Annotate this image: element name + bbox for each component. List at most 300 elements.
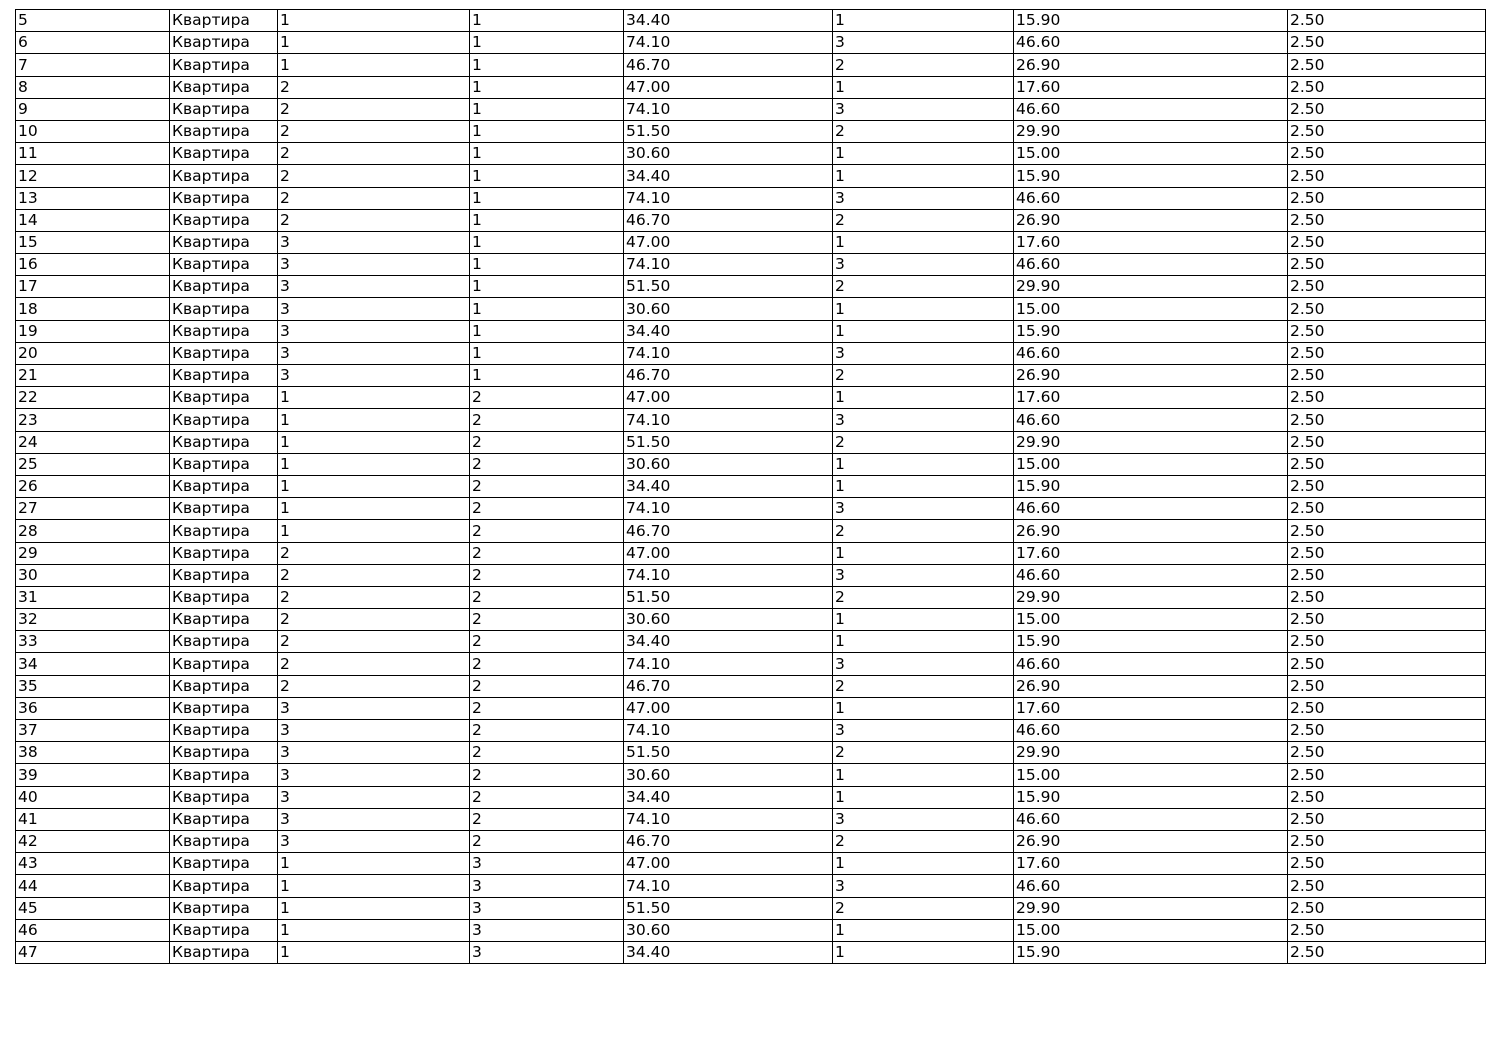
rooms-count-cell: 2	[833, 897, 1014, 919]
rooms-count-cell: 2	[833, 830, 1014, 852]
ceiling-height-cell: 2.50	[1288, 320, 1486, 342]
total-area-cell: 30.60	[624, 609, 833, 631]
living-area-cell: 26.90	[1014, 54, 1288, 76]
premises-type-cell: Квартира	[170, 653, 278, 675]
table-row	[16, 520, 1486, 542]
table-row	[16, 720, 1486, 742]
total-area-cell: 74.10	[624, 32, 833, 54]
table-row	[16, 187, 1486, 209]
rooms-count-cell: 2	[833, 365, 1014, 387]
rooms-count-cell: 1	[833, 76, 1014, 98]
floor-cell: 2	[470, 542, 624, 564]
section-cell: 2	[278, 120, 470, 142]
ceiling-height-cell: 2.50	[1288, 76, 1486, 98]
total-area-cell: 51.50	[624, 742, 833, 764]
total-area-cell: 47.00	[624, 76, 833, 98]
rooms-count-cell: 1	[833, 165, 1014, 187]
total-area-cell: 74.10	[624, 720, 833, 742]
apartment-number-cell: 25	[16, 453, 170, 475]
rooms-count-cell: 3	[833, 98, 1014, 120]
floor-cell: 1	[470, 98, 624, 120]
ceiling-height-cell: 2.50	[1288, 342, 1486, 364]
rooms-count-cell: 3	[833, 409, 1014, 431]
total-area-cell: 47.00	[624, 542, 833, 564]
apartment-number-cell: 40	[16, 786, 170, 808]
total-area-cell: 74.10	[624, 564, 833, 586]
ceiling-height-cell: 2.50	[1288, 409, 1486, 431]
floor-cell: 2	[470, 498, 624, 520]
rooms-count-cell: 2	[833, 431, 1014, 453]
section-cell: 3	[278, 276, 470, 298]
apartment-number-cell: 39	[16, 764, 170, 786]
apartment-number-cell: 18	[16, 298, 170, 320]
total-area-cell: 46.70	[624, 675, 833, 697]
total-area-cell: 46.70	[624, 520, 833, 542]
apartment-number-cell: 24	[16, 431, 170, 453]
ceiling-height-cell: 2.50	[1288, 586, 1486, 608]
ceiling-height-cell: 2.50	[1288, 830, 1486, 852]
premises-type-cell: Квартира	[170, 808, 278, 830]
living-area-cell: 17.60	[1014, 76, 1288, 98]
living-area-cell: 15.90	[1014, 320, 1288, 342]
table-row	[16, 808, 1486, 830]
section-cell: 1	[278, 853, 470, 875]
floor-cell: 3	[470, 941, 624, 963]
premises-type-cell: Квартира	[170, 720, 278, 742]
total-area-cell: 34.40	[624, 475, 833, 497]
ceiling-height-cell: 2.50	[1288, 808, 1486, 830]
floor-cell: 1	[470, 254, 624, 276]
section-cell: 2	[278, 609, 470, 631]
table-row	[16, 609, 1486, 631]
premises-type-cell: Квартира	[170, 231, 278, 253]
living-area-cell: 46.60	[1014, 187, 1288, 209]
table-row	[16, 143, 1486, 165]
rooms-count-cell: 1	[833, 298, 1014, 320]
apartment-number-cell: 38	[16, 742, 170, 764]
table-row	[16, 631, 1486, 653]
section-cell: 3	[278, 786, 470, 808]
floor-cell: 1	[470, 209, 624, 231]
ceiling-height-cell: 2.50	[1288, 697, 1486, 719]
ceiling-height-cell: 2.50	[1288, 764, 1486, 786]
rooms-count-cell: 3	[833, 32, 1014, 54]
section-cell: 3	[278, 764, 470, 786]
total-area-cell: 30.60	[624, 764, 833, 786]
floor-cell: 1	[470, 276, 624, 298]
table-body	[16, 10, 1486, 964]
ceiling-height-cell: 2.50	[1288, 941, 1486, 963]
total-area-cell: 34.40	[624, 941, 833, 963]
section-cell: 2	[278, 586, 470, 608]
living-area-cell: 15.90	[1014, 941, 1288, 963]
floor-cell: 1	[470, 231, 624, 253]
ceiling-height-cell: 2.50	[1288, 10, 1486, 32]
section-cell: 2	[278, 143, 470, 165]
premises-type-cell: Квартира	[170, 32, 278, 54]
premises-type-cell: Квартира	[170, 209, 278, 231]
section-cell: 3	[278, 830, 470, 852]
table-row	[16, 542, 1486, 564]
ceiling-height-cell: 2.50	[1288, 631, 1486, 653]
premises-type-cell: Квартира	[170, 742, 278, 764]
total-area-cell: 51.50	[624, 431, 833, 453]
floor-cell: 1	[470, 143, 624, 165]
rooms-count-cell: 2	[833, 675, 1014, 697]
section-cell: 1	[278, 453, 470, 475]
floor-cell: 1	[470, 342, 624, 364]
section-cell: 1	[278, 387, 470, 409]
apartment-number-cell: 43	[16, 853, 170, 875]
table-row	[16, 165, 1486, 187]
floor-cell: 2	[470, 387, 624, 409]
ceiling-height-cell: 2.50	[1288, 254, 1486, 276]
ceiling-height-cell: 2.50	[1288, 720, 1486, 742]
ceiling-height-cell: 2.50	[1288, 675, 1486, 697]
premises-type-cell: Квартира	[170, 298, 278, 320]
premises-type-cell: Квартира	[170, 919, 278, 941]
living-area-cell: 15.90	[1014, 786, 1288, 808]
total-area-cell: 74.10	[624, 875, 833, 897]
premises-type-cell: Квартира	[170, 342, 278, 364]
section-cell: 2	[278, 209, 470, 231]
living-area-cell: 46.60	[1014, 875, 1288, 897]
floor-cell: 2	[470, 409, 624, 431]
section-cell: 1	[278, 32, 470, 54]
total-area-cell: 47.00	[624, 387, 833, 409]
table-row	[16, 32, 1486, 54]
total-area-cell: 74.10	[624, 808, 833, 830]
table-row	[16, 10, 1486, 32]
apartment-number-cell: 46	[16, 919, 170, 941]
premises-type-cell: Квартира	[170, 830, 278, 852]
section-cell: 1	[278, 498, 470, 520]
living-area-cell: 26.90	[1014, 675, 1288, 697]
floor-cell: 1	[470, 298, 624, 320]
table-row	[16, 409, 1486, 431]
table-row	[16, 320, 1486, 342]
rooms-count-cell: 3	[833, 342, 1014, 364]
living-area-cell: 26.90	[1014, 209, 1288, 231]
rooms-count-cell: 1	[833, 475, 1014, 497]
apartment-number-cell: 7	[16, 54, 170, 76]
floor-cell: 2	[470, 830, 624, 852]
rooms-count-cell: 1	[833, 609, 1014, 631]
section-cell: 1	[278, 897, 470, 919]
floor-cell: 1	[470, 10, 624, 32]
rooms-count-cell: 1	[833, 320, 1014, 342]
floor-cell: 2	[470, 453, 624, 475]
total-area-cell: 74.10	[624, 498, 833, 520]
ceiling-height-cell: 2.50	[1288, 276, 1486, 298]
total-area-cell: 30.60	[624, 453, 833, 475]
ceiling-height-cell: 2.50	[1288, 475, 1486, 497]
section-cell: 2	[278, 165, 470, 187]
section-cell: 2	[278, 564, 470, 586]
living-area-cell: 15.00	[1014, 609, 1288, 631]
floor-cell: 1	[470, 320, 624, 342]
apartment-number-cell: 29	[16, 542, 170, 564]
rooms-count-cell: 2	[833, 742, 1014, 764]
rooms-count-cell: 3	[833, 720, 1014, 742]
table-row	[16, 853, 1486, 875]
table-row	[16, 875, 1486, 897]
table-row	[16, 919, 1486, 941]
table-row	[16, 697, 1486, 719]
living-area-cell: 26.90	[1014, 830, 1288, 852]
premises-type-cell: Квартира	[170, 320, 278, 342]
apartment-number-cell: 5	[16, 10, 170, 32]
ceiling-height-cell: 2.50	[1288, 564, 1486, 586]
section-cell: 1	[278, 431, 470, 453]
table-row	[16, 276, 1486, 298]
total-area-cell: 46.70	[624, 54, 833, 76]
premises-type-cell: Квартира	[170, 853, 278, 875]
premises-type-cell: Квартира	[170, 542, 278, 564]
living-area-cell: 29.90	[1014, 897, 1288, 919]
total-area-cell: 51.50	[624, 276, 833, 298]
table-row	[16, 830, 1486, 852]
total-area-cell: 46.70	[624, 209, 833, 231]
ceiling-height-cell: 2.50	[1288, 609, 1486, 631]
living-area-cell: 46.60	[1014, 653, 1288, 675]
rooms-count-cell: 3	[833, 187, 1014, 209]
ceiling-height-cell: 2.50	[1288, 54, 1486, 76]
premises-type-cell: Квартира	[170, 10, 278, 32]
table-row	[16, 475, 1486, 497]
premises-type-cell: Квартира	[170, 875, 278, 897]
floor-cell: 3	[470, 919, 624, 941]
living-area-cell: 46.60	[1014, 564, 1288, 586]
ceiling-height-cell: 2.50	[1288, 853, 1486, 875]
premises-type-cell: Квартира	[170, 254, 278, 276]
apartment-number-cell: 16	[16, 254, 170, 276]
living-area-cell: 15.00	[1014, 298, 1288, 320]
table-row	[16, 897, 1486, 919]
living-area-cell: 15.90	[1014, 475, 1288, 497]
apartment-number-cell: 21	[16, 365, 170, 387]
section-cell: 3	[278, 808, 470, 830]
section-cell: 3	[278, 365, 470, 387]
rooms-count-cell: 3	[833, 653, 1014, 675]
table-row	[16, 498, 1486, 520]
ceiling-height-cell: 2.50	[1288, 742, 1486, 764]
apartment-number-cell: 28	[16, 520, 170, 542]
rooms-count-cell: 1	[833, 10, 1014, 32]
floor-cell: 1	[470, 187, 624, 209]
section-cell: 1	[278, 54, 470, 76]
floor-cell: 1	[470, 76, 624, 98]
living-area-cell: 15.90	[1014, 165, 1288, 187]
rooms-count-cell: 1	[833, 231, 1014, 253]
living-area-cell: 26.90	[1014, 365, 1288, 387]
apartment-table	[15, 9, 1486, 964]
section-cell: 2	[278, 542, 470, 564]
premises-type-cell: Квартира	[170, 453, 278, 475]
total-area-cell: 74.10	[624, 342, 833, 364]
apartment-number-cell: 31	[16, 586, 170, 608]
apartment-number-cell: 11	[16, 143, 170, 165]
total-area-cell: 74.10	[624, 653, 833, 675]
apartment-number-cell: 14	[16, 209, 170, 231]
total-area-cell: 74.10	[624, 98, 833, 120]
premises-type-cell: Квартира	[170, 187, 278, 209]
section-cell: 2	[278, 98, 470, 120]
rooms-count-cell: 2	[833, 54, 1014, 76]
table-row	[16, 365, 1486, 387]
premises-type-cell: Квартира	[170, 120, 278, 142]
apartment-number-cell: 9	[16, 98, 170, 120]
premises-type-cell: Квартира	[170, 520, 278, 542]
rooms-count-cell: 3	[833, 875, 1014, 897]
premises-type-cell: Квартира	[170, 675, 278, 697]
rooms-count-cell: 2	[833, 586, 1014, 608]
floor-cell: 2	[470, 808, 624, 830]
living-area-cell: 46.60	[1014, 720, 1288, 742]
total-area-cell: 34.40	[624, 320, 833, 342]
total-area-cell: 51.50	[624, 897, 833, 919]
ceiling-height-cell: 2.50	[1288, 298, 1486, 320]
section-cell: 2	[278, 76, 470, 98]
floor-cell: 2	[470, 609, 624, 631]
apartment-table-sheet	[15, 9, 1486, 964]
rooms-count-cell: 1	[833, 919, 1014, 941]
rooms-count-cell: 1	[833, 853, 1014, 875]
floor-cell: 2	[470, 764, 624, 786]
apartment-number-cell: 17	[16, 276, 170, 298]
ceiling-height-cell: 2.50	[1288, 143, 1486, 165]
rooms-count-cell: 1	[833, 941, 1014, 963]
total-area-cell: 47.00	[624, 231, 833, 253]
living-area-cell: 17.60	[1014, 387, 1288, 409]
premises-type-cell: Квартира	[170, 897, 278, 919]
total-area-cell: 47.00	[624, 853, 833, 875]
ceiling-height-cell: 2.50	[1288, 919, 1486, 941]
living-area-cell: 29.90	[1014, 120, 1288, 142]
premises-type-cell: Квартира	[170, 365, 278, 387]
section-cell: 3	[278, 298, 470, 320]
apartment-number-cell: 22	[16, 387, 170, 409]
total-area-cell: 34.40	[624, 10, 833, 32]
living-area-cell: 15.00	[1014, 919, 1288, 941]
total-area-cell: 47.00	[624, 697, 833, 719]
apartment-number-cell: 8	[16, 76, 170, 98]
floor-cell: 2	[470, 475, 624, 497]
floor-cell: 2	[470, 520, 624, 542]
rooms-count-cell: 1	[833, 786, 1014, 808]
section-cell: 3	[278, 697, 470, 719]
total-area-cell: 34.40	[624, 165, 833, 187]
apartment-number-cell: 20	[16, 342, 170, 364]
rooms-count-cell: 2	[833, 209, 1014, 231]
living-area-cell: 29.90	[1014, 431, 1288, 453]
ceiling-height-cell: 2.50	[1288, 187, 1486, 209]
total-area-cell: 30.60	[624, 919, 833, 941]
total-area-cell: 46.70	[624, 830, 833, 852]
section-cell: 2	[278, 675, 470, 697]
rooms-count-cell: 2	[833, 120, 1014, 142]
apartment-number-cell: 10	[16, 120, 170, 142]
premises-type-cell: Квартира	[170, 98, 278, 120]
table-row	[16, 209, 1486, 231]
section-cell: 2	[278, 653, 470, 675]
premises-type-cell: Квартира	[170, 143, 278, 165]
total-area-cell: 46.70	[624, 365, 833, 387]
ceiling-height-cell: 2.50	[1288, 231, 1486, 253]
apartment-number-cell: 41	[16, 808, 170, 830]
table-row	[16, 98, 1486, 120]
rooms-count-cell: 3	[833, 564, 1014, 586]
section-cell: 2	[278, 631, 470, 653]
table-row	[16, 298, 1486, 320]
rooms-count-cell: 1	[833, 143, 1014, 165]
floor-cell: 3	[470, 897, 624, 919]
floor-cell: 1	[470, 120, 624, 142]
apartment-number-cell: 34	[16, 653, 170, 675]
floor-cell: 3	[470, 875, 624, 897]
premises-type-cell: Квартира	[170, 76, 278, 98]
premises-type-cell: Квартира	[170, 586, 278, 608]
apartment-number-cell: 45	[16, 897, 170, 919]
apartment-number-cell: 35	[16, 675, 170, 697]
ceiling-height-cell: 2.50	[1288, 387, 1486, 409]
apartment-number-cell: 30	[16, 564, 170, 586]
section-cell: 1	[278, 875, 470, 897]
ceiling-height-cell: 2.50	[1288, 209, 1486, 231]
floor-cell: 1	[470, 365, 624, 387]
section-cell: 3	[278, 720, 470, 742]
table-row	[16, 387, 1486, 409]
ceiling-height-cell: 2.50	[1288, 542, 1486, 564]
table-row	[16, 764, 1486, 786]
living-area-cell: 46.60	[1014, 98, 1288, 120]
rooms-count-cell: 1	[833, 387, 1014, 409]
section-cell: 3	[278, 342, 470, 364]
floor-cell: 2	[470, 586, 624, 608]
ceiling-height-cell: 2.50	[1288, 453, 1486, 475]
living-area-cell: 15.90	[1014, 10, 1288, 32]
total-area-cell: 30.60	[624, 298, 833, 320]
total-area-cell: 34.40	[624, 786, 833, 808]
table-row	[16, 564, 1486, 586]
floor-cell: 2	[470, 786, 624, 808]
living-area-cell: 15.00	[1014, 453, 1288, 475]
living-area-cell: 26.90	[1014, 520, 1288, 542]
apartment-number-cell: 27	[16, 498, 170, 520]
premises-type-cell: Квартира	[170, 431, 278, 453]
ceiling-height-cell: 2.50	[1288, 120, 1486, 142]
ceiling-height-cell: 2.50	[1288, 498, 1486, 520]
section-cell: 2	[278, 187, 470, 209]
section-cell: 1	[278, 520, 470, 542]
apartment-number-cell: 13	[16, 187, 170, 209]
rooms-count-cell: 1	[833, 631, 1014, 653]
table-row	[16, 653, 1486, 675]
table-row	[16, 254, 1486, 276]
section-cell: 1	[278, 941, 470, 963]
premises-type-cell: Квартира	[170, 165, 278, 187]
living-area-cell: 17.60	[1014, 231, 1288, 253]
floor-cell: 2	[470, 697, 624, 719]
living-area-cell: 17.60	[1014, 697, 1288, 719]
floor-cell: 3	[470, 853, 624, 875]
apartment-number-cell: 15	[16, 231, 170, 253]
living-area-cell: 17.60	[1014, 853, 1288, 875]
premises-type-cell: Квартира	[170, 409, 278, 431]
total-area-cell: 30.60	[624, 143, 833, 165]
ceiling-height-cell: 2.50	[1288, 98, 1486, 120]
section-cell: 1	[278, 919, 470, 941]
